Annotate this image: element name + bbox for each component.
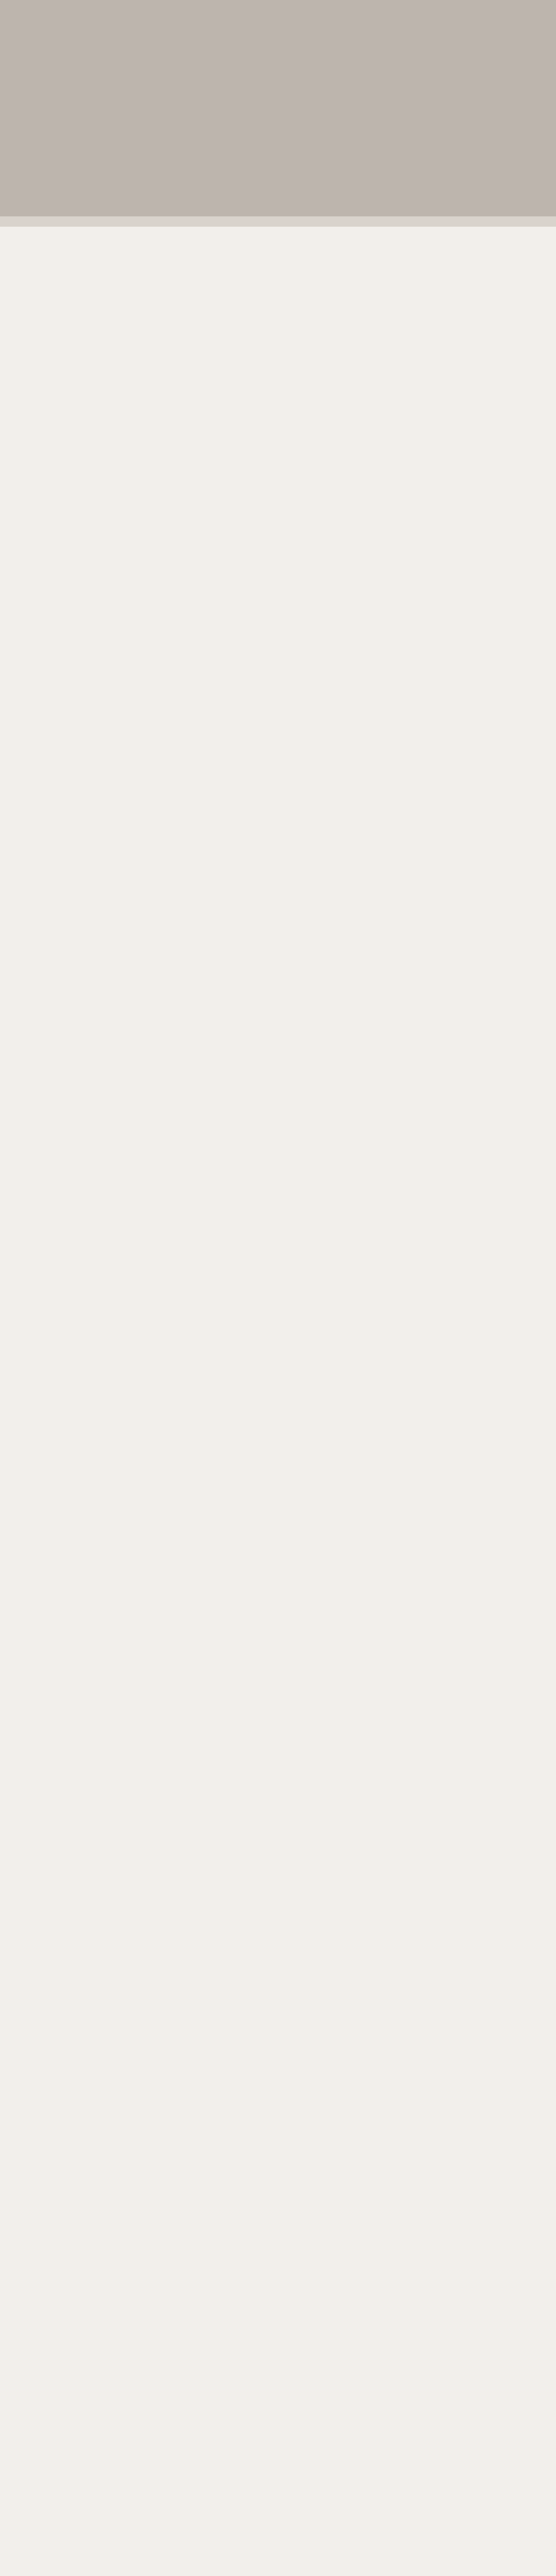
- content-region: [0, 227, 556, 2576]
- header-region: [0, 0, 556, 216]
